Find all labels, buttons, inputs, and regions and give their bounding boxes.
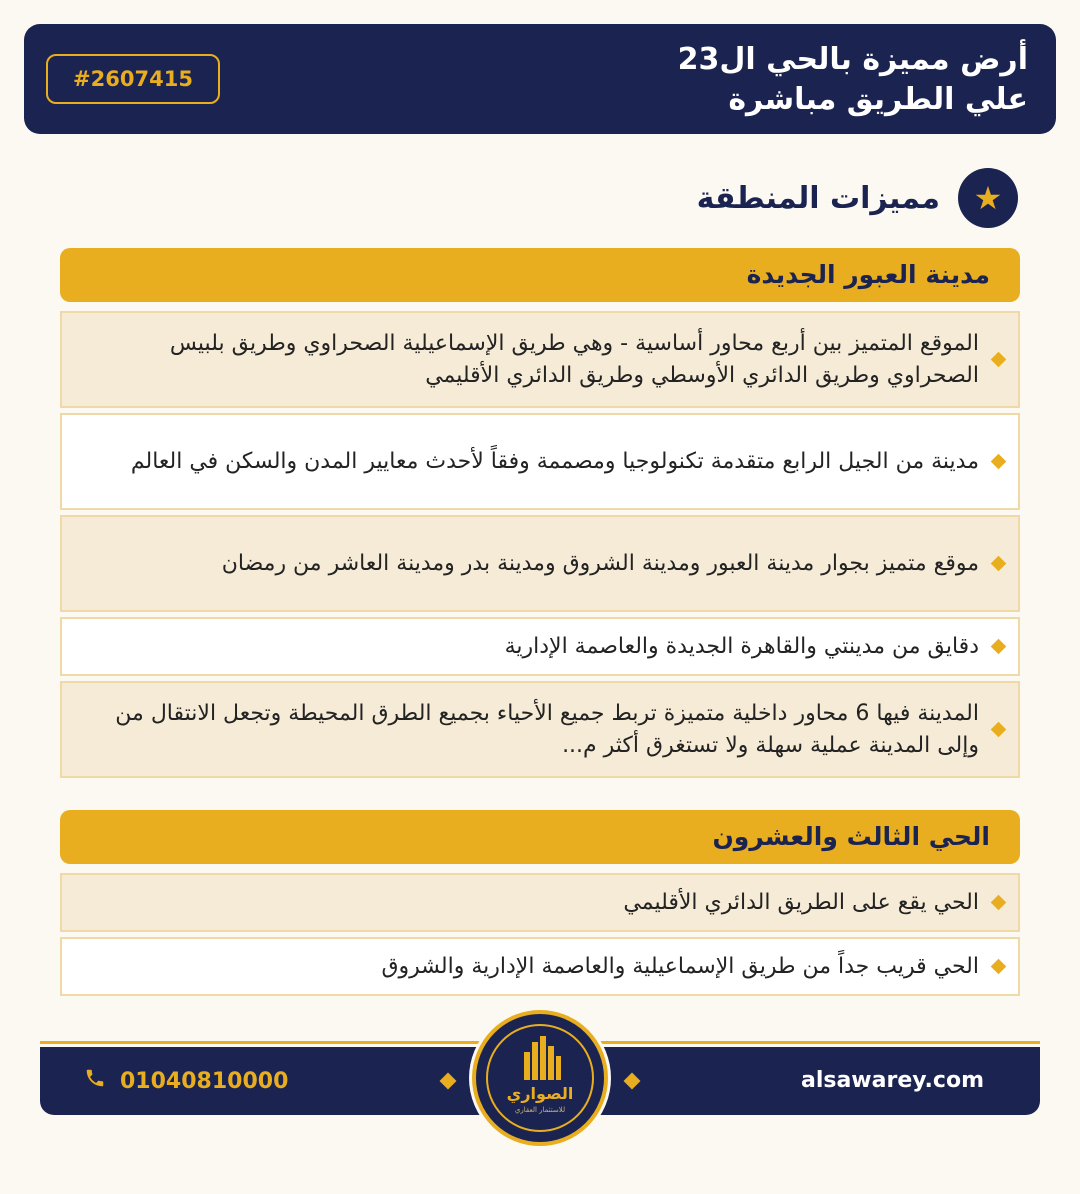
category-header-district-23: الحي الثالث والعشرون: [60, 810, 1020, 864]
category-header-obour: مدينة العبور الجديدة: [60, 248, 1020, 302]
list-item-text: المدينة فيها 6 محاور داخلية متميزة تربط جميع الأحياء بجميع الطرق المحيطة وتجعل الانتقال من وإلى المدينة عملية سهلة ولا تستغرق أكثر م...: [115, 700, 979, 758]
list-item-text: الموقع المتميز بين أربع محاور أساسية - وهي طريق الإسماعيلية الصحراوي وطريق بلبيس الصحراوي وطريق الدائري الأوسطي وطريق الدائري الأقليمي: [169, 330, 979, 388]
list-item-text: الحي يقع على الطريق الدائري الأقليمي: [623, 889, 979, 915]
phone-contact[interactable]: [84, 1047, 288, 1115]
section-heading: [697, 168, 1018, 228]
list-item-text: دقايق من مدينتي والقاهرة الجديدة والعاصمة الإدارية: [504, 633, 979, 659]
list-item-text: موقع متميز بجوار مدينة العبور ومدينة الشروق ومدينة بدر ومدينة العاشر من رمضان: [221, 550, 979, 576]
phone-icon: [84, 1067, 106, 1095]
diamond-bullet-icon: [991, 639, 1007, 655]
diamond-bullet-icon: [991, 959, 1007, 975]
diamond-bullet-icon: [991, 352, 1007, 368]
listing-title-line2: علي الطريق مباشرة: [728, 82, 1028, 117]
list-item: [60, 617, 1020, 676]
list-item: [60, 413, 1020, 510]
logo-emblem: [486, 1024, 594, 1132]
listing-title-line1: أرض مميزة بالحي ال23: [677, 42, 1028, 77]
list-item: [60, 937, 1020, 996]
header-banner: [24, 24, 1056, 134]
diamond-bullet-icon: [991, 556, 1007, 572]
listing-id-badge: #2607415: [46, 54, 220, 104]
brand-logo: [472, 1010, 608, 1146]
list-item: [60, 311, 1020, 408]
diamond-bullet-icon: [991, 722, 1007, 738]
list-item-text: مدينة من الجيل الرابع متقدمة تكنولوجيا ومصممة وفقاً لأحدث معايير المدن والسكن في العالم: [130, 448, 979, 474]
logo-tagline: للاستثمار العقاري: [514, 1106, 566, 1114]
section-title: مميزات المنطقة: [696, 180, 940, 216]
diamond-bullet-icon: [991, 895, 1007, 911]
phone-number: 01040810000: [120, 1068, 289, 1094]
diamond-bullet-icon: [991, 454, 1007, 470]
star-icon: ★: [958, 168, 1018, 228]
building-icon: [488, 1026, 592, 1084]
list-item: [60, 873, 1020, 932]
list-item: [60, 515, 1020, 612]
diamond-ornament-icon: [624, 1073, 641, 1090]
website-link[interactable]: alsawarey.com: [800, 1068, 984, 1093]
list-item-text: الحي قريب جداً من طريق الإسماعيلية والعاصمة الإدارية والشروق: [381, 953, 979, 979]
logo-name: الصواري: [506, 1084, 574, 1103]
list-item: [60, 681, 1020, 778]
diamond-ornament-icon: [440, 1073, 457, 1090]
listing-title: [328, 40, 1028, 120]
